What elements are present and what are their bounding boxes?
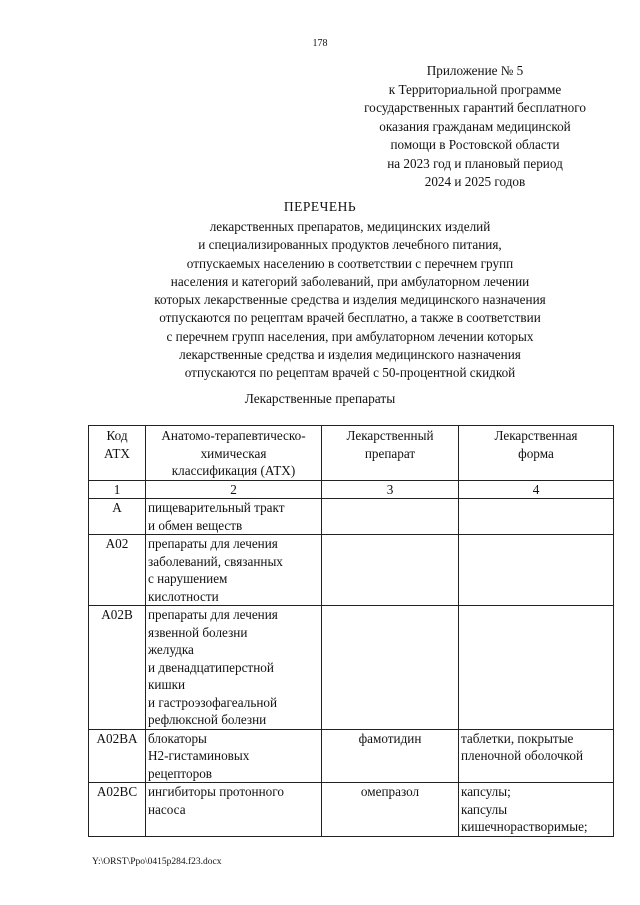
cell-line: пленочной оболочкой	[461, 748, 584, 763]
header-line: Анатомо-терапевтическо-	[161, 428, 306, 443]
drug-preparation	[322, 535, 459, 606]
cell-line: кишки	[148, 677, 186, 692]
cell-line: таблетки, покрытые	[461, 730, 574, 746]
column-number: 3	[322, 480, 459, 499]
cell-line: желудка	[148, 642, 194, 657]
document-subtitle	[60, 218, 640, 383]
subtitle-line: и специализированных продуктов лечебного питания,	[198, 237, 502, 253]
column-number-row	[89, 480, 614, 499]
cell-line: язвенной болезни	[148, 624, 248, 640]
cell-line: препараты для лечения	[148, 607, 278, 622]
header-line: форма	[518, 445, 554, 461]
atx-code: A02B	[89, 606, 146, 730]
cell-line: и обмен веществ	[148, 517, 243, 533]
drug-preparation	[322, 499, 459, 535]
subtitle-line: отпускаются по рецептам врачей бесплатно, а также в соответствии	[159, 310, 541, 326]
page-number: 178	[312, 38, 328, 49]
header-preparation	[322, 426, 459, 481]
drug-form	[459, 606, 614, 730]
header-form	[459, 426, 614, 481]
cell-line: кислотности	[148, 588, 219, 604]
cell-line: насоса	[148, 801, 186, 817]
subtitle-line: с перечнем групп населения, при амбулаторном лечении которых	[166, 328, 534, 344]
appendix-line: государственных гарантий бесплатного	[364, 100, 586, 115]
drug-preparation: омепразол	[322, 783, 459, 837]
cell-line: капсулы	[461, 801, 508, 817]
cell-line: кишечнорастворимые;	[461, 819, 588, 834]
cell-line: рефлюксной болезни	[148, 712, 267, 727]
atx-classification	[146, 499, 322, 535]
header-code	[89, 426, 146, 481]
table-row	[89, 499, 614, 535]
appendix-block	[340, 62, 610, 192]
table-row	[89, 535, 614, 606]
header-line: Лекарственный	[346, 428, 434, 443]
header-line: Лекарственная	[494, 428, 578, 443]
drug-preparation: фамотидин	[322, 729, 459, 783]
subtitle-line: отпускаемых населению в соответствии с перечнем групп	[186, 255, 514, 271]
table-row	[89, 606, 614, 730]
atx-code: A02BA	[89, 729, 146, 783]
table-header-row	[89, 426, 614, 481]
subtitle-line: отпускаются по рецептам врачей с 50-процентной скидкой	[184, 365, 516, 381]
cell-line: и гастроэзофагеальной	[148, 694, 278, 710]
column-number: 4	[459, 480, 614, 499]
drug-table	[88, 425, 614, 837]
atx-classification	[146, 729, 322, 783]
atx-classification	[146, 535, 322, 606]
cell-line: H2-гистаминовых	[148, 748, 250, 763]
subtitle-line: лекарственных препаратов, медицинских изделий	[209, 219, 491, 234]
cell-line: и двенадцатиперстной	[148, 659, 274, 675]
atx-classification	[146, 606, 322, 730]
header-line: химическая	[200, 445, 267, 461]
document-heading: ПЕРЕЧЕНЬ	[283, 199, 357, 214]
subtitle-line: лекарственные средства и изделия медицинского назначения	[179, 347, 521, 363]
cell-line: заболеваний, связанных	[148, 553, 283, 569]
appendix-line: на 2023 год и плановый период	[387, 155, 563, 171]
header-line: классификация (АТХ)	[171, 463, 296, 478]
cell-line: с нарушением	[148, 571, 228, 586]
cell-line: ингибиторы протонного	[148, 784, 284, 799]
header-line: Код	[106, 428, 128, 443]
subtitle-line: населения и категорий заболеваний, при амбулаторном лечении	[170, 273, 530, 289]
appendix-line: оказания гражданам медицинской	[379, 118, 571, 134]
drug-form	[459, 783, 614, 837]
appendix-line: 2024 и 2025 годов	[424, 174, 526, 189]
drug-form	[459, 535, 614, 606]
drug-form	[459, 499, 614, 535]
cell-line: препараты для лечения	[148, 536, 278, 551]
atx-classification	[146, 783, 322, 837]
atx-code: А	[89, 499, 146, 535]
cell-line: блокаторы	[148, 730, 207, 746]
subtitle-line: которых лекарственные средства и изделия медицинского назначения	[154, 292, 546, 308]
appendix-line: помощи в Ростовской области	[390, 137, 560, 152]
table-row	[89, 783, 614, 837]
cell-line: пищеварительный тракт	[148, 500, 285, 515]
section-title: Лекарственные препараты	[244, 391, 396, 406]
cell-line: рецепторов	[148, 765, 213, 781]
cell-line: капсулы;	[461, 784, 511, 799]
file-path-footer: Y:\ORST\Ppo\0415p284.f23.docx	[92, 857, 222, 867]
header-line: АТХ	[104, 445, 130, 461]
drug-form	[459, 729, 614, 783]
atx-code: A02BC	[89, 783, 146, 837]
atx-code: A02	[89, 535, 146, 606]
header-line: препарат	[364, 445, 416, 461]
column-number: 1	[89, 480, 146, 499]
table-row	[89, 729, 614, 783]
appendix-line: к Территориальной программе	[388, 81, 562, 97]
column-number: 2	[146, 480, 322, 499]
drug-preparation	[322, 606, 459, 730]
appendix-line: Приложение № 5	[426, 63, 524, 78]
header-atx	[146, 426, 322, 481]
